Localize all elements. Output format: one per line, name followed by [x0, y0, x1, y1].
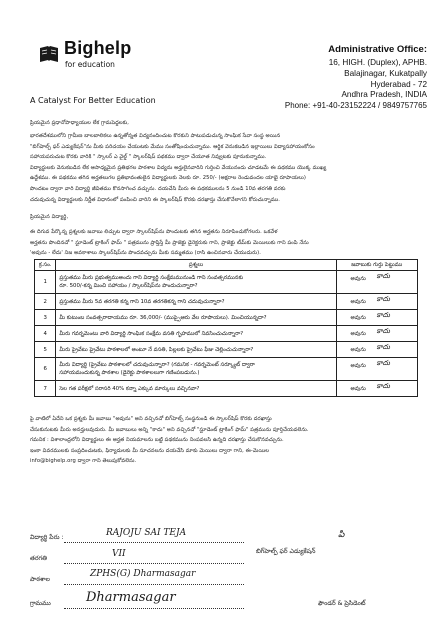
open-book-icon [38, 42, 60, 64]
table-row [35, 271, 418, 294]
instruction-line: చేసుకునుటకు మీరు అనర్హులవుదురు. మీ జవాబులు అన్ని "కాదు" అని వచ్చినచో "స్టూడెంట్ ట్రాకింగ్ ఫామ్" పత్రమును పూర్తిచేయవలెను. [30, 426, 309, 433]
row-question: మీరు ప్రైవేటు ప్రైవేటు పాఠశాలలో అంటూ నే వసతి, పిల్లలకు ప్రైవేటు ఫీజు చెల్లించుచున్నారా? [56, 342, 336, 358]
row-answer[interactable] [336, 310, 418, 326]
row-number: 5 [35, 342, 56, 358]
row-question: సెల గత పరీక్షలో సరాసరి 40% కన్నా ఎక్కువ మార్కులు వచ్చినవా? [56, 381, 336, 397]
table-row [35, 358, 418, 381]
salutation-text: ప్రియమైన ప్రధానోపాధ్యాయుల లేక గ్రామపెద్దలకు, [30, 120, 130, 126]
row-answer[interactable] [336, 342, 418, 358]
village-label: గ్రామము [30, 600, 51, 607]
table-row [35, 294, 418, 310]
student-line: ఈ దిగువ పేర్కొన్న ప్రశ్నలకు జవాబు లిచ్చుట ద్వారా స్కాలర్‌షిప్‌ను పొందుటకు తగిన అర్హతను నిరూపించుకోగలరు. ఒకవేళ [30, 229, 278, 235]
tagline: A Catalyst For Better Education [30, 96, 156, 105]
row-number: 1 [35, 271, 56, 294]
question-line: మీరు విద్యార్థి (ప్రైవేటు పాఠశాలలో చదువుచున్నారా? (గమనిక - గవర్నమెంట్ సర్క్యూట్ ద్వారా [59, 362, 255, 368]
intro-line: పొందటం ద్వారా వారి విద్యార్థి జీవితము కొనసాగించ వచ్చును. దయచేసి మీరు ఈ పథకములను 5 నుండి 10వ తరగతి వరకు [30, 185, 286, 192]
eligibility-table [34, 259, 418, 397]
answer-yes-option[interactable]: అవును [350, 331, 366, 337]
school-label: పాఠశాల [30, 576, 50, 583]
student-paragraph [30, 227, 426, 259]
row-number: 6 [35, 358, 56, 381]
answer-no-handwritten: కాదు [376, 343, 390, 351]
class-label: తరగతి [30, 555, 47, 562]
founder-label: ఫౌండర్ & ప్రెసిడెంట్ [318, 600, 366, 607]
student-line: అర్హతను పొందినచో " స్టూడెంట్ ట్రాకింగ్ ఫామ్ " పత్రమును ప్రాప్తిస్తే మీ ప్రాజెక్టు డైరెక్టరుకు గాని, ప్రాజెక్టు టీమ్‌కు మెయిలుకు గాని పంపి నేను [30, 239, 309, 246]
question-line: ప్రస్తుతము మీరు ప్రభుత్వముఅందు గాని విద్యార్థి సంక్షేమమునుండి గాని సంవత్సరమునకు [59, 275, 244, 281]
intro-line: చదువుచున్న విద్యార్థులకు నిర్ణీత విధానంలో పంపించి వారిని ఈ స్కాలర్‌షిప్ కొరకు దరఖాస్తు చేసుకొనేలాగని కోరుచున్నాము. [30, 196, 280, 203]
signature-mark: పి [338, 530, 345, 540]
answer-yes-option[interactable]: అవును [350, 363, 366, 369]
answer-yes-option[interactable]: అవును [350, 276, 366, 282]
salutation [30, 118, 426, 129]
answer-yes-option[interactable]: అవును [350, 347, 366, 353]
intro-line: "బిగ్‌హెల్ప్ ఫర్ ఎడ్యుకేషన్"ను మీకు పరిచయం చేయుటకు మేము సంతోషించుచున్నాము. ఆర్థిక వెనుకబడిన ఇల్లాయిలు విద్యాసహాయంకోసం [30, 143, 315, 150]
row-answer[interactable] [336, 326, 418, 342]
col-header-answer: జవాబుకు గుర్తు పెట్టుము [336, 260, 418, 271]
name-label: విద్యార్థి పేరు : [30, 534, 64, 541]
student-salutation [30, 212, 426, 223]
office-address [329, 58, 427, 101]
address-line: Andhra Pradesh, INDIA [341, 90, 427, 100]
row-question: మీరు గవర్నమెంటు వారి విద్యార్థి సాంఘిక సంక్షేమ వసతి గృహములో నివసించుచున్నారా? [56, 326, 336, 342]
table-row [35, 342, 418, 358]
col-header-number: క్ర.సం. [35, 260, 56, 271]
instruction-line: గమనిక : విశాలాంధ్రలోని విద్యార్థులు ఈ అర్హత నియమాలను బట్టి పథకమును నింపవలసి ఉన్నది దరఖాస్తు చేసుకొనవచ్చును. [30, 437, 284, 444]
row-number: 4 [35, 326, 56, 342]
class-handwritten: VII [112, 549, 126, 559]
answer-no-handwritten: కాదు [376, 359, 390, 367]
row-question [56, 271, 336, 294]
brand-name: Bighelp [64, 38, 132, 58]
answer-no-handwritten: కాదు [376, 295, 390, 303]
table-header-row [35, 260, 418, 271]
col-header-question: ప్రశ్నలు [56, 260, 336, 271]
row-answer[interactable] [336, 271, 418, 294]
answer-no-handwritten: కాదు [376, 311, 390, 319]
table-row [35, 326, 418, 342]
row-number: 2 [35, 294, 56, 310]
table-row [35, 310, 418, 326]
question-line: రూ. 500/-కన్న మించి సహాయం / స్కాలర్‌షిప్‌ను పొందుచున్నారా? [59, 283, 198, 289]
answer-yes-option[interactable]: అవును [350, 299, 366, 305]
answer-yes-option[interactable]: అవును [350, 315, 366, 321]
name-handwritten: RAJOJU SAI TEJA [106, 528, 187, 538]
row-number: 3 [35, 310, 56, 326]
instruction-line: info@bighelp.org ద్వారా గాని తెలుపుకోవలెను. [30, 458, 137, 465]
row-answer[interactable] [336, 294, 418, 310]
answer-no-handwritten: కాదు [376, 382, 390, 390]
student-line: 'అవును - లేదు' నిజ అవకాశాలు స్కాలర్‌షిప్‌ను పొందవచ్చును మీకు సమ్మతము (రాసి ఉంచినవారు చేయుదురు). [30, 250, 261, 257]
intro-line: భారతదేశములోని గ్రామీణ బాలబాలికలు ఉన్నతోన్నత విద్యనందించుట కొరకుని పాటుపడుచున్న సాంఘిక సేవా సంస్థ అయిన [30, 133, 281, 139]
instructions-paragraph [30, 414, 426, 467]
row-number: 7 [35, 381, 56, 397]
intro-line: ఉద్దేశము. ఈ పథకము తగిన అర్హతలుగల ప్రతిభావంతులైన విద్యార్థులకు నెలకు రూ. 250/- (అక్షరాల రెండువందల యాభై రూపాయలు) [30, 175, 306, 182]
question-line: సహాయమందుకున్న పాఠశాల (డైరెక్టు పాఠశాలలుగా గణింపబడును.) [59, 370, 200, 376]
row-question [56, 358, 336, 381]
instruction-line: ఇంకా వివరములకు సంప్రదించుటకు, ఫిర్యాదులకు మీ సూచనలను దయచేసి మాకు మెయిలు ద్వారా గాని, ఈ-మెయిల [30, 447, 270, 454]
village-handwritten: Dharmasagar [86, 590, 176, 605]
address-line: Balajinagar, Kukatpally [344, 68, 427, 78]
answer-no-handwritten: కాదు [376, 327, 390, 335]
intro-paragraph [30, 131, 426, 205]
row-answer[interactable] [336, 381, 418, 397]
row-question: ప్రస్తుతము మీరు 5వ తరగతి కన్న గాని 10వ తరగతికన్న గాని చదువుచున్నారా? [56, 294, 336, 310]
address-line: 16, HIGH. (Duplex), APHB. [328, 58, 427, 67]
class-field[interactable] [64, 553, 244, 564]
brand-subtitle: for education [65, 60, 115, 69]
intro-line: విద్యార్థులకు వెనుకబడిన లేక ఆసాధ్యమైన ప్రతిభగల పాఠశాల విద్యను అర్హులైనవారిని గుర్తించి వేయునందు చూడటమే ఈ పథకము యొక్క ముఖ్య [30, 164, 327, 171]
address-line: Hyderabad - 72 [370, 79, 427, 89]
student-salutation-text: ప్రియమైన విద్యార్థి, [30, 214, 69, 220]
row-question: మీ కుటుంబ సంవత్సరాదాయము రూ. 36,000/- (ముప్పైఆరు వేల రూపాయలు). మించియున్నదా? [56, 310, 336, 326]
answer-yes-option[interactable]: అవును [350, 386, 366, 392]
office-phone: Phone: +91-40-23152224 / 9849757765 [284, 101, 427, 110]
table-row [35, 381, 418, 397]
instruction-line: పై వాటిలో ఏదేని ఒక ప్రశ్నకు మీ జవాబు "అవును" అని వచ్చినచో బిగ్‌హెల్ప్ సంస్థనుండి ఈ స్కాలర్‌షిప్ కొరకు దరఖాస్తు [30, 416, 272, 422]
office-title: Administrative Office: [328, 44, 427, 55]
answer-no-handwritten: కాదు [376, 272, 390, 280]
org-label: బిగ్‌హెల్ప్ ఫర్ ఎడ్యుకేషన్ [256, 548, 316, 555]
intro-line: సహాయపరుచుట కొరకు వారికి " స్కాలర్ ఎ వైల్డ్ " స్కాలర్‌షిప్ పథకము ద్వారా చేయూత నివ్వుటకు పూనుకున్నాము. [30, 154, 267, 161]
school-handwritten: ZPHS(G) Dharmasagar [90, 569, 196, 579]
row-answer[interactable] [336, 358, 418, 381]
